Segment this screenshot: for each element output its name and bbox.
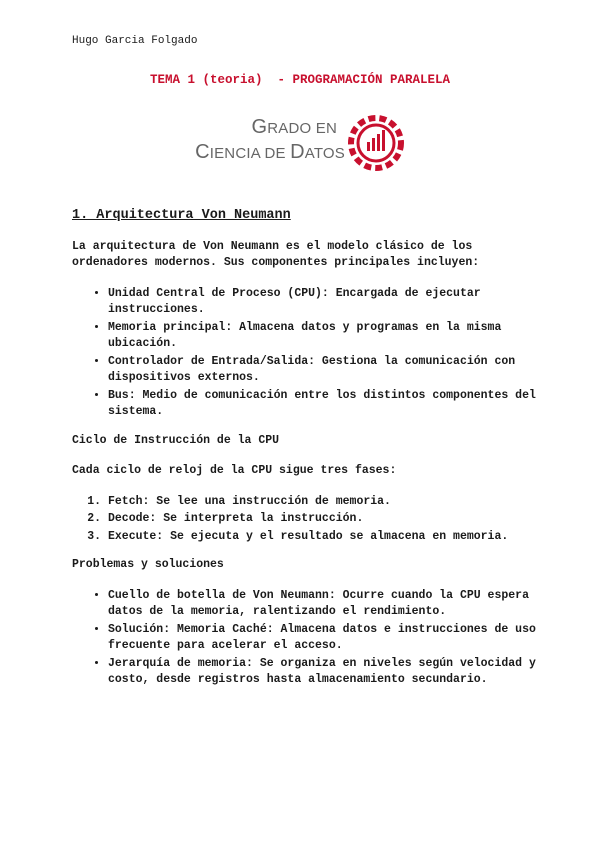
cycle-intro: Cada ciclo de reloj de la CPU sigue tres fases: [72, 464, 397, 477]
author-name: Hugo Garcia Folgado [72, 35, 198, 47]
phases-list [72, 494, 537, 546]
list-item: 1. Fetch: Se lee una instrucción de memoria. [108, 494, 537, 511]
problems-heading: Problemas y soluciones [72, 558, 224, 571]
list-item: 2. Decode: Se interpreta la instrucción. [108, 511, 537, 528]
logo-text-line2: CIENCIA DE DATOS [195, 141, 345, 163]
degree-logo [185, 108, 415, 188]
list-item: • Unidad Central de Proceso (CPU): Encargada de ejecutar instrucciones. [108, 286, 537, 319]
list-item: • Solución: Memoria Caché: Almacena datos e instrucciones de uso frecuente para acelerar el acceso. [108, 622, 537, 655]
intro-paragraph: La arquitectura de Von Neumann es el modelo clásico de los ordenadores modernos. Sus componentes principales incluyen: [72, 239, 480, 269]
document-body [72, 208, 537, 701]
problems-list [72, 588, 537, 689]
list-item: 3. Execute: Se ejecuta y el resultado se almacena en memoria. [108, 529, 537, 546]
cycle-heading: Ciclo de Instrucción de la CPU [72, 433, 280, 447]
components-list [72, 286, 537, 421]
list-item: • Controlador de Entrada/Salida: Gestiona la comunicación con dispositivos externos. [108, 354, 537, 387]
list-item: • Memoria principal: Almacena datos y programas en la misma ubicación. [108, 320, 537, 353]
section-heading: 1. Arquitectura Von Neumann [72, 208, 291, 223]
list-item: • Bus: Medio de comunicación entre los distintos componentes del sistema. [108, 388, 537, 421]
list-item: • Cuello de botella de Von Neumann: Ocurre cuando la CPU espera datos de la memoria, ralentizando el rendimiento. [108, 588, 537, 621]
list-item: • Jerarquía de memoria: Se organiza en niveles según velocidad y costo, desde registros hasta almacenamiento secundario. [108, 656, 537, 689]
gear-chart-icon [345, 112, 407, 174]
document-title: TEMA 1 (teoria) - PROGRAMACIÓN PARALELA [149, 73, 451, 87]
logo-text-line1: GRADO EN [251, 116, 337, 138]
